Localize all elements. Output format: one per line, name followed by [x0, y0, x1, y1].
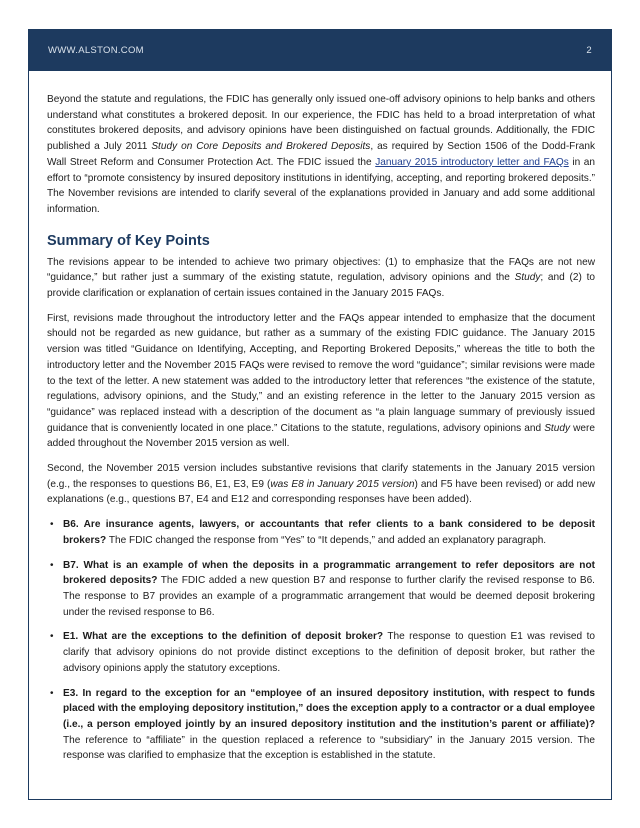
summary-p1-text-2: ; and (2) to provide clarification or explanation of certain issues contained in the January 2015 FAQs. — [47, 272, 595, 300]
list-item — [47, 558, 595, 621]
summary-paragraph-3 — [47, 461, 595, 508]
bullet-answer: The response to question E1 was revised to clarify that advisory opinions do not provide distinct exceptions to the definition of deposit broker, but rather the advisory opinions apply the statutory exceptions. — [63, 631, 595, 674]
study-title: Study on Core Deposits and Brokered Deposits — [151, 141, 371, 153]
bullet-answer: The reference to “affiliate” in the question replaced a reference to “subsidiary” in the January 2015 version. The response was clarified to emphasize that the exception is established in the statute. — [63, 734, 595, 762]
frame-border-bottom — [28, 799, 612, 800]
website-url[interactable]: WWW.ALSTON.COM — [48, 44, 144, 56]
article-body — [47, 92, 595, 773]
bullet-question: E3. In regard to the exception for an “employee of an insured depository institution, with respect to funds placed with the employing depository institution,” does the exception apply to a contractor or a dual employee (i.e., a person employed jointly by an insured depository institution and the institution’s parent or affiliate)? — [63, 687, 595, 730]
list-item — [47, 686, 595, 765]
bullet-answer: The FDIC changed the response from “Yes” to “It depends,” and added an explanatory paragraph. — [106, 534, 547, 546]
summary-p3-text-1: Second, the November 2015 version includes substantive revisions that clarify statements in the January 2015 version (e.g., the responses to questions B6, E1, E3, E9 ( — [47, 463, 595, 490]
bullet-question: B6. Are insurance agents, lawyers, or accountants that refer clients to a bank considered to be deposit brokers? — [63, 519, 595, 546]
intro-paragraph — [47, 92, 595, 218]
summary-paragraph-2 — [47, 311, 595, 452]
summary-p2-text-1: First, revisions made throughout the introductory letter and the FAQs appear intended to emphasize that the document should not be regarded as new guidance, but rather as a summary of the existing FDIC guidance. The January 2015 version was titled “Guidance on Identifying, Accepting, and Reporting Brokered Deposits,” whereas the title to both the introductory letter and the November 2015 FAQs were revised to remove the word “guidance”; similar revisions were made to the text of the letter. A new statement was added to the introductory letter that references “the existence of the statute, regulations, advisory opinions, and the Study,” and an existing reference in the letter to the January 2015 version as “guidance” was replaced instead with a description of the document as “a plain language summary of previously issued guidance that is conveniently located in one place.” Citations to the statute, regulations, advisory opinions and — [47, 312, 595, 434]
summary-p3-text-2: ) and F5 have been revised) or add new explanations (e.g., questions B7, E4 and E12 and corresponding responses have been added). — [47, 478, 596, 506]
intro-text-1: Beyond the statute and regulations, the FDIC has generally only issued one-off advisory opinions to help banks and others understand what constitutes a brokered deposit. In our experience, the FDIC has held to a broad interpretation of what constitutes brokered deposits, and advisory opinions have been distinguished on factual grounds. Additionally, the FDIC published a July 2011 — [47, 94, 595, 153]
frame-border-right — [611, 71, 612, 800]
list-item — [47, 517, 595, 548]
key-points-list — [47, 517, 595, 764]
page-number: 2 — [586, 44, 592, 56]
bullet-icon: • — [50, 687, 54, 699]
intro-text-2: , as required by Section 1506 of the Dodd-Frank Wall Street Reform and Consumer Protection Act. The FDIC issued the — [47, 141, 595, 168]
intro-text-3: in an effort to “promote consistency by insured depository institutions in identifying, accepting, and reporting brokered deposits.” The November revisions are intended to clarify several of the explanations provided in January and add some additional information. — [47, 156, 595, 215]
summary-p1-study: Study — [514, 272, 541, 284]
summary-p3-italic: was E8 in January 2015 version — [270, 478, 415, 490]
page-header — [28, 29, 612, 71]
faqs-link[interactable]: January 2015 introductory letter and FAQs — [375, 156, 569, 168]
bullet-icon: • — [50, 519, 54, 531]
summary-p1-text-1: The revisions appear to be intended to achieve two primary objectives: (1) to emphasize that the FAQs are not new “guidance,” but rather just a summary of the existing statute, regulation, advisory opinions and the — [47, 256, 595, 284]
summary-paragraph-1 — [47, 255, 595, 302]
bullet-answer: The FDIC added a new question B7 and response to further clarify the revised response to B6. The response to B7 provides an example of a programmatic arrangement that would be deemed deposit brokering under the revised response to B6. — [63, 575, 595, 618]
summary-p2-study: Study — [544, 422, 571, 434]
section-heading: Summary of Key Points — [47, 232, 210, 249]
frame-border-left — [28, 71, 29, 800]
bullet-icon: • — [50, 559, 54, 571]
bullet-question: E1. What are the exceptions to the definition of deposit broker? — [63, 631, 384, 643]
bullet-icon: • — [50, 631, 54, 643]
summary-p2-text-2: were added throughout the November 2015 version as well. — [47, 422, 595, 450]
bullet-question: B7. What is an example of when the deposits in a programmatic arrangement to refer depositors are not brokered deposits? — [63, 559, 595, 587]
list-item — [47, 629, 595, 676]
